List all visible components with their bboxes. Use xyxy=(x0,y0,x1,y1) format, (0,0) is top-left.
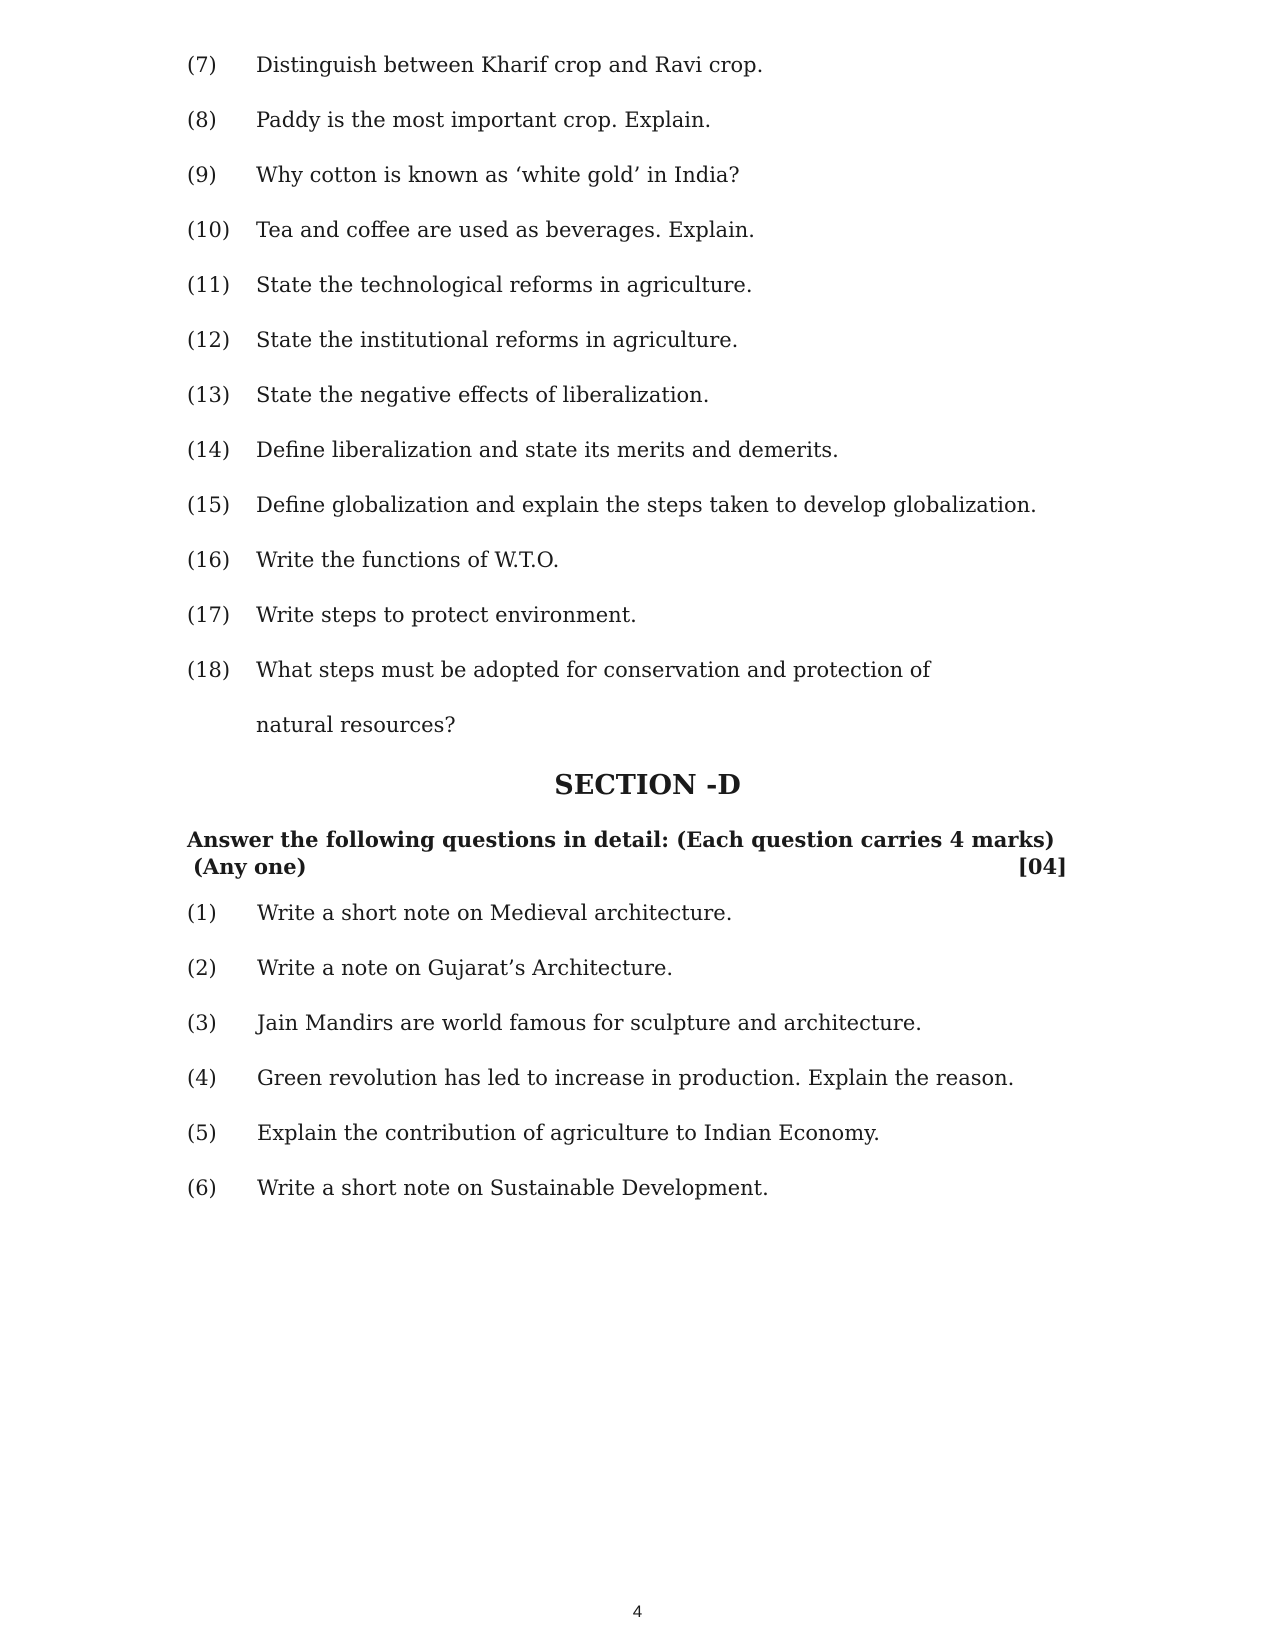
question-item xyxy=(187,1173,1087,1203)
question-text: Write a short note on Sustainable Development. xyxy=(257,1176,769,1200)
question-number: (4) xyxy=(187,1066,217,1090)
question-item xyxy=(187,655,987,753)
page-number: 4 xyxy=(632,1602,643,1621)
question-number: (16) xyxy=(187,548,231,572)
question-item xyxy=(187,270,1087,300)
question-number: (7) xyxy=(187,53,217,77)
section-c-question-list xyxy=(187,50,1087,778)
question-number: (12) xyxy=(187,328,231,352)
question-text: What steps must be adopted for conservation and protection of natural resources? xyxy=(256,658,931,737)
question-number: (14) xyxy=(187,438,231,462)
question-text: Write a short note on Medieval architecture. xyxy=(257,901,733,925)
question-number: (6) xyxy=(187,1176,217,1200)
question-text: Explain the contribution of agriculture to Indian Economy. xyxy=(257,1121,880,1145)
question-item xyxy=(187,380,1087,410)
question-text: State the institutional reforms in agriculture. xyxy=(256,328,739,352)
question-text: Paddy is the most important crop. Explain. xyxy=(256,108,712,132)
question-number: (15) xyxy=(187,493,231,517)
question-number: (10) xyxy=(187,218,231,242)
question-text: Distinguish between Kharif crop and Ravi crop. xyxy=(256,53,764,77)
question-text: Define liberalization and state its merits and demerits. xyxy=(256,438,839,462)
instruction-text: Answer the following questions in detail: (Each question carries 4 marks) xyxy=(187,827,1055,852)
question-item xyxy=(187,898,1087,928)
question-text: Green revolution has led to increase in production. Explain the reason. xyxy=(257,1066,1015,1090)
question-text: Tea and coffee are used as beverages. Explain. xyxy=(256,218,755,242)
section-d-question-list xyxy=(187,898,1087,1228)
question-number: (3) xyxy=(187,1011,217,1035)
question-text: Why cotton is known as ‘white gold’ in India? xyxy=(256,163,740,187)
question-item xyxy=(187,215,1087,245)
instruction-line xyxy=(187,853,1067,880)
question-number: (1) xyxy=(187,901,217,925)
question-item xyxy=(187,1118,1087,1148)
question-text: Write a note on Gujarat’s Architecture. xyxy=(257,956,674,980)
question-item xyxy=(187,105,1087,135)
question-number: (17) xyxy=(187,603,231,627)
section-heading: SECTION -D xyxy=(554,770,741,801)
question-item xyxy=(187,953,1087,983)
section-instructions xyxy=(187,826,1067,880)
question-number: (8) xyxy=(187,108,217,132)
question-number: (5) xyxy=(187,1121,217,1145)
question-number: (18) xyxy=(187,658,231,682)
question-number: (9) xyxy=(187,163,217,187)
question-text: Jain Mandirs are world famous for sculpture and architecture. xyxy=(257,1011,922,1035)
question-number: (2) xyxy=(187,956,217,980)
question-item xyxy=(187,50,1087,80)
question-item xyxy=(187,325,1087,355)
question-item xyxy=(187,600,1087,630)
question-item xyxy=(187,545,1087,575)
question-number: (11) xyxy=(187,273,231,297)
question-text: Write steps to protect environment. xyxy=(256,603,637,627)
question-text: Write the functions of W.T.O. xyxy=(256,548,560,572)
question-text: Define globalization and explain the steps taken to develop globalization. xyxy=(256,493,1037,517)
question-item xyxy=(187,1063,1087,1093)
question-number: (13) xyxy=(187,383,231,407)
question-item xyxy=(187,435,1087,465)
question-item xyxy=(187,1008,1087,1038)
question-item xyxy=(187,490,1087,520)
question-text: State the technological reforms in agriculture. xyxy=(256,273,753,297)
marks-label: [04] xyxy=(1017,854,1067,879)
question-text: State the negative effects of liberalization. xyxy=(256,383,710,407)
instruction-choice: (Any one) xyxy=(193,854,307,879)
question-item xyxy=(187,160,1087,190)
